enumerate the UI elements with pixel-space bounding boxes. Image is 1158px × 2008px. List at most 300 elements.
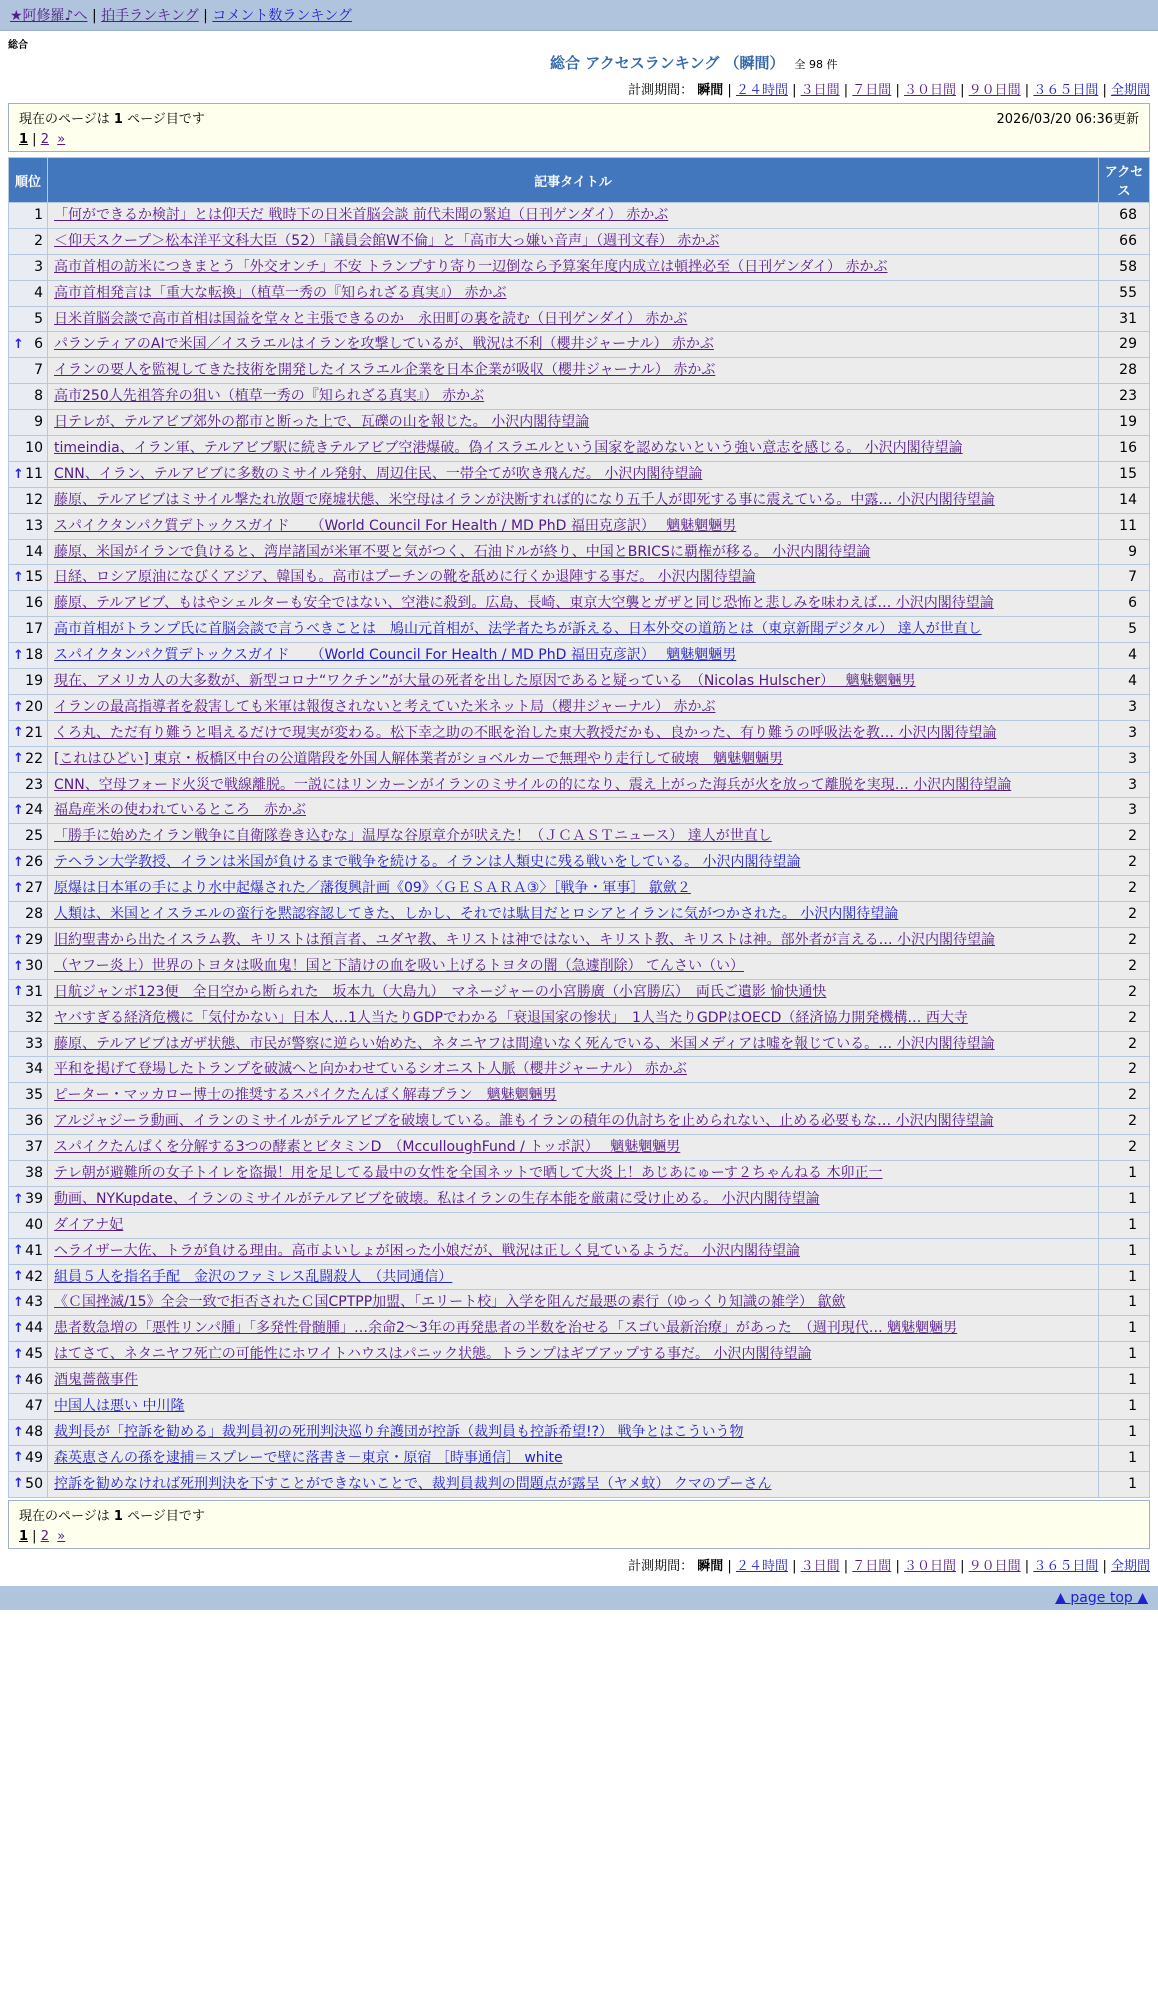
rank-number: 8 xyxy=(34,388,43,405)
access-count: 1 xyxy=(1099,1160,1150,1186)
ranking-row xyxy=(9,669,1150,695)
ranking-row xyxy=(9,280,1150,306)
access-count: 2 xyxy=(1099,979,1150,1005)
pagination-box-top xyxy=(8,103,1150,152)
article-link[interactable]: はてさて、ネタニヤフ死亡の可能性にホワイトハウスはパニック状態。トランプはギブアップする事だ。 小沢内閣待望論 xyxy=(54,1346,812,1363)
rank-up-icon: ↑ xyxy=(13,1424,24,1440)
rank-cell xyxy=(9,487,48,513)
article-link[interactable]: 高市首相発言は「重大な転換」（植草一秀の『知られざる真実』） 赤かぶ xyxy=(54,284,507,301)
rank-up-icon: ↑ xyxy=(13,1320,24,1336)
rank-number: 40 xyxy=(25,1216,43,1233)
access-count: 1 xyxy=(1099,1342,1150,1368)
article-title-cell xyxy=(48,1419,1099,1445)
access-count: 4 xyxy=(1099,643,1150,669)
rank-cell xyxy=(9,669,48,695)
access-count: 66 xyxy=(1099,228,1150,254)
access-count: 1 xyxy=(1099,1445,1150,1471)
article-link[interactable]: CNN、イラン、テルアビブに多数のミサイル発射、周辺住民、一帯全てが吹き飛んだ。 小沢内閣待望論 xyxy=(54,465,703,482)
access-count: 7 xyxy=(1099,565,1150,591)
bottom-whitespace xyxy=(0,1610,1158,1670)
rank-up-icon: ↑ xyxy=(13,699,24,715)
rank-cell xyxy=(9,591,48,617)
article-link[interactable]: 平和を掲げて登場したトランプを破滅へと向かわせているシオニスト人脈（櫻井ジャーナル） 赤かぶ xyxy=(54,1061,687,1078)
access-count: 11 xyxy=(1099,513,1150,539)
rank-up-icon: ↑ xyxy=(13,1269,24,1285)
rank-number: 20 xyxy=(25,698,43,715)
top-nav-link[interactable]: ★阿修羅♪へ xyxy=(10,8,88,24)
rank-number: 29 xyxy=(25,931,43,948)
rank-cell xyxy=(9,772,48,798)
access-count: 55 xyxy=(1099,280,1150,306)
article-title-cell xyxy=(48,850,1099,876)
access-count: 3 xyxy=(1099,694,1150,720)
rank-up-icon: ↑ xyxy=(13,1191,24,1207)
pagination-page-link[interactable]: 2 xyxy=(40,132,49,147)
article-link[interactable]: 藤原、テルアビブ、もはやシェルターも安全ではない、空港に殺到。広島、長崎、東京大空襲とガザと同じ恐怖と悲しみを味わえば… 小沢内閣待望論 xyxy=(54,595,994,612)
access-count: 1 xyxy=(1099,1471,1150,1497)
article-link[interactable]: 藤原、米国がイランで負けると、湾岸諸国が米軍不要と気がつく、石油ドルが終り、中国とBRICSに覇権が移る。 小沢内閣待望論 xyxy=(54,543,871,560)
rank-cell xyxy=(9,1316,48,1342)
ranking-row xyxy=(9,617,1150,643)
article-title-cell xyxy=(48,228,1099,254)
rank-number: 6 xyxy=(34,336,43,353)
ranking-row xyxy=(9,436,1150,462)
ranking-row xyxy=(9,228,1150,254)
rank-up-icon: ↑ xyxy=(13,1372,24,1388)
article-link[interactable]: スパイクたんぱくを分解する3つの酵素とビタミンD （McculloughFund / トッポ訳） 魑魅魍魎男 xyxy=(54,1139,681,1156)
article-title-cell xyxy=(48,1471,1099,1497)
article-link[interactable]: ダイアナ妃 xyxy=(54,1216,124,1233)
rank-number: 21 xyxy=(25,724,43,741)
article-title-cell xyxy=(48,876,1099,902)
article-title-cell xyxy=(48,461,1099,487)
rank-cell xyxy=(9,565,48,591)
rank-cell xyxy=(9,1342,48,1368)
ranking-row xyxy=(9,850,1150,876)
rank-cell xyxy=(9,927,48,953)
rank-number: 41 xyxy=(25,1242,43,1259)
ranking-row xyxy=(9,927,1150,953)
ranking-row xyxy=(9,876,1150,902)
article-title-cell xyxy=(48,772,1099,798)
rank-up-icon: ↑ xyxy=(13,984,24,1000)
rank-number: 32 xyxy=(25,1009,43,1026)
rank-cell xyxy=(9,694,48,720)
rank-cell xyxy=(9,902,48,928)
article-title-cell xyxy=(48,1316,1099,1342)
rank-up-icon: ↑ xyxy=(13,958,24,974)
rank-up-icon: ↑ xyxy=(13,647,24,663)
rank-cell xyxy=(9,850,48,876)
article-title-cell xyxy=(48,927,1099,953)
article-link[interactable]: 日経、ロシア原油になびくアジア、韓国も。高市はプーチンの靴を舐めに行くか退陣する事だ。 小沢内閣待望論 xyxy=(54,569,756,586)
article-title-cell xyxy=(48,539,1099,565)
rank-number: 11 xyxy=(25,465,43,482)
ranking-row xyxy=(9,1109,1150,1135)
period-link[interactable]: ３６５日間 xyxy=(1033,1558,1099,1574)
access-count: 28 xyxy=(1099,358,1150,384)
page-top-link[interactable]: ▲ page top ▲ xyxy=(1055,1589,1148,1606)
rank-cell xyxy=(9,358,48,384)
access-count: 1 xyxy=(1099,1212,1150,1238)
article-link[interactable]: 患者数急増の「悪性リンパ腫」「多発性骨髄腫」…余命2～3年の再発患者の半数を治せる「スゴい最新治療」があった （週刊現代… 魑魅魍魎男 xyxy=(54,1320,958,1337)
section-label: 総合 xyxy=(8,40,28,51)
article-link[interactable]: 酒鬼薔薇事件 xyxy=(54,1372,138,1389)
access-count: 9 xyxy=(1099,539,1150,565)
article-title-cell xyxy=(48,487,1099,513)
ranking-table xyxy=(8,157,1150,1498)
access-count: 1 xyxy=(1099,1264,1150,1290)
article-link[interactable]: [これはひどい] 東京・板橋区中台の公道階段を外国人解体業者がショベルカーで無理やり走行して破壊 魑魅魍魎男 xyxy=(54,750,784,767)
ranking-row xyxy=(9,1031,1150,1057)
period-link[interactable]: ９０日間 xyxy=(968,1558,1021,1574)
access-count: 1 xyxy=(1099,1238,1150,1264)
article-title-cell xyxy=(48,798,1099,824)
rank-number: 2 xyxy=(34,232,43,249)
article-title-cell xyxy=(48,902,1099,928)
article-link[interactable]: パランティアのAIで米国／イスラエルはイランを攻撃しているが、戦況は不利（櫻井ジャーナル） 赤かぶ xyxy=(54,336,714,353)
period-link[interactable]: ９０日間 xyxy=(968,83,1021,98)
article-link[interactable]: テレ朝が避難所の女子トイレを盗撮！用を足してる最中の女性を全国ネットで晒して大炎上！あじあにゅーす２ちゃんねる 木卯正一 xyxy=(54,1164,883,1181)
article-link[interactable]: イランの最高指導者を殺害しても米軍は報復されないと考えていた米ネット局（櫻井ジャーナル） 赤かぶ xyxy=(54,698,716,715)
article-link[interactable]: ピーター・マッカロー博士の推奨するスパイクたんぱく解毒プラン 魑魅魍魎男 xyxy=(54,1087,557,1104)
rank-number: 50 xyxy=(25,1475,43,1492)
period-links: | ２４時間 | ３日間 | ７日間 | ３０日間 | ９０日間 | ３６５日間 | 全期間 xyxy=(723,83,1150,98)
period-nav xyxy=(550,79,1150,98)
ranking-row xyxy=(9,487,1150,513)
article-link[interactable]: ヘライザー大佐、トラが負ける理由。高市よいしょが困った小娘だが、戦況は正しく見ているようだ。 小沢内閣待望論 xyxy=(54,1242,801,1259)
article-link[interactable]: イランの要人を監視してきた技術を開発したイスラエル企業を日本企業が吸収（櫻井ジャーナル） 赤かぶ xyxy=(54,362,716,379)
article-link[interactable]: くろ丸、ただ有り難うと唱えるだけで現実が変わる。松下幸之助の不眠を治した東大教授だかも、良かった、有り難うの呼吸法を教… 小沢内閣待望論 xyxy=(54,724,997,741)
access-count: 2 xyxy=(1099,1057,1150,1083)
access-count: 3 xyxy=(1099,772,1150,798)
ranking-row xyxy=(9,384,1150,410)
rank-cell xyxy=(9,1419,48,1445)
access-count: 1 xyxy=(1099,1186,1150,1212)
rank-cell xyxy=(9,1238,48,1264)
access-count: 2 xyxy=(1099,876,1150,902)
article-title-cell xyxy=(48,643,1099,669)
pagination-page-link[interactable]: 2 xyxy=(40,1528,49,1544)
article-title-cell xyxy=(48,1445,1099,1471)
rank-cell xyxy=(9,1393,48,1419)
rank-cell xyxy=(9,1290,48,1316)
ranking-row xyxy=(9,643,1150,669)
rank-number: 43 xyxy=(25,1294,43,1311)
rank-number: 18 xyxy=(25,647,43,664)
article-title-cell xyxy=(48,436,1099,462)
rank-cell xyxy=(9,228,48,254)
rank-number: 22 xyxy=(25,750,43,767)
rank-number: 19 xyxy=(25,673,43,690)
access-count: 16 xyxy=(1099,436,1150,462)
article-link[interactable]: 日テレが、テルアビブ郊外の都市と断った上で、瓦礫の山を報じた。 小沢内閣待望論 xyxy=(54,414,590,431)
pagination-current-page: 1 xyxy=(19,1528,29,1544)
article-link[interactable]: （ヤフー炎上）世界のトヨタは吸血鬼！国と下請けの血を吸い上げるトヨタの闇（急遽削除） てんさい（い） xyxy=(54,957,745,974)
ranking-row xyxy=(9,1316,1150,1342)
access-count: 29 xyxy=(1099,332,1150,358)
column-header-rank: 順位 xyxy=(9,158,48,203)
rank-number: 45 xyxy=(25,1346,43,1363)
access-count: 1 xyxy=(1099,1316,1150,1342)
table-header-row xyxy=(9,158,1150,203)
top-nav-links: ★阿修羅♪へ | 拍手ランキング | コメント数ランキング xyxy=(10,8,352,24)
period-link[interactable]: ３０日間 xyxy=(903,83,956,98)
article-link[interactable]: CNN、空母フォード火災で戦線離脱。一説にはリンカーンがイランのミサイルの的になり、震え上がった海兵が火を放って離脱を実現… 小沢内閣待望論 xyxy=(54,776,1012,793)
article-link[interactable]: 控訴を勧めなければ死刑判決を下すことができないことで、裁判員裁判の問題点が露呈（ヤメ蚊） クマのプーさん xyxy=(54,1475,772,1492)
access-count: 14 xyxy=(1099,487,1150,513)
article-link[interactable]: 日航ジャンボ123便 全日空から断られた 坂本九（大島九） マネージャーの小宮勝廣（小宮勝広） 両氏ご遺影 愉快通快 xyxy=(54,983,827,1000)
article-title-cell xyxy=(48,410,1099,436)
article-link[interactable]: 動画、NYKupdate、イランのミサイルがテルアビブを破壊。私はイランの生存本能を厳粛に受け止める。 小沢内閣待望論 xyxy=(54,1190,820,1207)
article-link[interactable]: 高市250人先祖答弁の狙い（植草一秀の『知られざる真実』） 赤かぶ xyxy=(54,388,485,405)
rank-cell xyxy=(9,1005,48,1031)
article-title-cell xyxy=(48,979,1099,1005)
top-nav-bar xyxy=(0,0,1158,31)
access-count: 68 xyxy=(1099,203,1150,229)
article-title-cell xyxy=(48,824,1099,850)
article-link[interactable]: 《Ｃ国挫滅/15》全会一致で拒否されたＣ国CPTPP加盟、「エリート校」入学を阻んだ最悪の素行（ゆっくり知識の雑学） 歙歛 xyxy=(54,1294,846,1311)
access-count: 2 xyxy=(1099,1083,1150,1109)
rank-number: 9 xyxy=(34,414,43,431)
article-title-cell xyxy=(48,720,1099,746)
article-title-cell xyxy=(48,280,1099,306)
access-count: 1 xyxy=(1099,1393,1150,1419)
top-nav-link[interactable]: コメント数ランキング xyxy=(212,8,352,24)
rank-cell xyxy=(9,617,48,643)
article-link[interactable]: スパイクタンパク質デトックスガイド （World Council For Health / MD PhD 福田克彦訳） 魑魅魍魎男 xyxy=(54,517,737,534)
article-link[interactable]: 日米首脳会談で高市首相は国益を堂々と主張できるのか 永田町の裏を読む（日刊ゲンダイ） 赤かぶ xyxy=(54,310,688,327)
access-count: 3 xyxy=(1099,720,1150,746)
ranking-row xyxy=(9,591,1150,617)
rank-cell xyxy=(9,746,48,772)
ranking-row xyxy=(9,410,1150,436)
article-link[interactable]: 藤原、テルアビブはガザ状態、市民が警察に逆らい始めた、ネタニヤフは間違いなく死んでいる、米国メディアは嘘を報じている。… 小沢内閣待望論 xyxy=(54,1035,995,1052)
rank-number: 5 xyxy=(34,310,43,327)
article-title-cell xyxy=(48,358,1099,384)
article-title-cell xyxy=(48,1083,1099,1109)
ranking-row xyxy=(9,902,1150,928)
article-link[interactable]: 「何ができるか検討」とは仰天だ 戦時下の日米首脳会談 前代未聞の緊迫（日刊ゲンダイ） 赤かぶ xyxy=(54,207,669,223)
rank-cell xyxy=(9,720,48,746)
ranking-row xyxy=(9,1419,1150,1445)
rank-number: 36 xyxy=(25,1113,43,1130)
rank-cell xyxy=(9,280,48,306)
access-count: 2 xyxy=(1099,1031,1150,1057)
article-link[interactable]: スパイクタンパク質デトックスガイド （World Council For Health / MD PhD 福田克彦訳） 魑魅魍魎男 xyxy=(54,647,737,664)
rank-cell xyxy=(9,643,48,669)
article-title-cell xyxy=(48,1186,1099,1212)
rank-number: 33 xyxy=(25,1035,43,1052)
article-link[interactable]: 組員５人を指名手配 金沢のファミレス乱闘殺人 （共同通信） xyxy=(54,1268,453,1285)
rank-cell xyxy=(9,384,48,410)
article-link[interactable]: 旧約聖書から出たイスラム教、キリストは預言者、ユダヤ教、キリストは神ではない、キリスト教、キリストは神。部外者が言える… 小沢内閣待望論 xyxy=(54,931,996,948)
ranking-row xyxy=(9,565,1150,591)
pagination-pager: 1 | 2 » xyxy=(19,1528,66,1544)
article-title-cell xyxy=(48,669,1099,695)
article-title-cell xyxy=(48,1212,1099,1238)
period-link[interactable]: 全期間 xyxy=(1110,1558,1150,1574)
ranking-row xyxy=(9,979,1150,1005)
rank-up-icon: ↑ xyxy=(13,466,24,482)
rank-cell xyxy=(9,1083,48,1109)
period-link[interactable]: ７日間 xyxy=(852,83,892,98)
access-count: 2 xyxy=(1099,927,1150,953)
article-link[interactable]: 森英恵さんの孫を逮捕＝スプレーで壁に落書き－東京・原宿 ［時事通信］ white xyxy=(54,1449,563,1466)
ranking-row xyxy=(9,798,1150,824)
ranking-row xyxy=(9,1005,1150,1031)
article-link[interactable]: 原爆は日本軍の手により水中起爆された／藩復興計画《09》〈ＧＥＳＡＲＡ③〉［戦争・軍事］ 歙歛２ xyxy=(54,880,691,897)
rank-number: 25 xyxy=(25,828,43,845)
column-header-title: 記事タイトル xyxy=(48,158,1099,203)
article-title-cell xyxy=(48,953,1099,979)
rank-up-icon: ↑ xyxy=(13,1450,24,1466)
ranking-row xyxy=(9,358,1150,384)
rank-cell xyxy=(9,332,48,358)
rank-cell xyxy=(9,203,48,229)
ranking-row xyxy=(9,539,1150,565)
access-count: 1 xyxy=(1099,1290,1150,1316)
current-page-text: 現在のページは 1 ページ目です xyxy=(19,112,205,127)
ranking-row xyxy=(9,1471,1150,1497)
period-link[interactable]: ３日間 xyxy=(800,83,840,98)
article-title-cell xyxy=(48,384,1099,410)
column-header-access: アクセス xyxy=(1099,158,1150,203)
rank-cell xyxy=(9,1264,48,1290)
period-current: 瞬間 xyxy=(697,1558,724,1574)
top-nav-link[interactable]: 拍手ランキング xyxy=(101,8,199,24)
article-link[interactable]: 人類は、米国とイスラエルの蛮行を黙認容認してきた、しかし、それでは駄目だとロシアとイランに気がつかされた。 小沢内閣待望論 xyxy=(54,906,899,923)
rank-cell xyxy=(9,539,48,565)
ranking-row xyxy=(9,824,1150,850)
period-link[interactable]: ３日間 xyxy=(800,1558,840,1574)
article-link[interactable]: 高市首相の訪米につきまとう「外交オンチ」不安 トランプすり寄り一辺倒なら予算案年度内成立は頓挫必至（日刊ゲンダイ） 赤かぶ xyxy=(54,258,888,275)
rank-number: 30 xyxy=(25,957,43,974)
ranking-row xyxy=(9,1368,1150,1394)
rank-number: 17 xyxy=(25,621,43,638)
rank-number: 7 xyxy=(34,362,43,379)
rank-up-icon: ↑ xyxy=(13,751,24,767)
rank-up-icon: ↑ xyxy=(13,725,24,741)
article-title-cell xyxy=(48,1290,1099,1316)
ranking-row xyxy=(9,306,1150,332)
article-title-cell xyxy=(48,1160,1099,1186)
period-current: 瞬間 xyxy=(697,83,724,98)
rank-number: 3 xyxy=(34,258,43,275)
pagination-next-link[interactable]: » xyxy=(57,1528,66,1544)
rank-number: 12 xyxy=(25,491,43,508)
article-title-cell xyxy=(48,617,1099,643)
period-link[interactable]: 全期間 xyxy=(1110,83,1150,98)
article-title-cell xyxy=(48,203,1099,229)
access-count: 3 xyxy=(1099,798,1150,824)
rank-cell xyxy=(9,1186,48,1212)
rank-number: 16 xyxy=(25,595,43,612)
rank-number: 15 xyxy=(25,569,43,586)
article-link[interactable]: timeindia、イラン軍、テルアビブ駅に続きテルアビブ空港爆破。偽イスラエルという国家を認めないという強い意志を感じる。 小沢内閣待望論 xyxy=(54,440,963,457)
ranking-row xyxy=(9,1342,1150,1368)
access-count: 2 xyxy=(1099,824,1150,850)
rank-cell xyxy=(9,410,48,436)
rank-number: 47 xyxy=(25,1397,43,1414)
rank-number: 4 xyxy=(34,284,43,301)
access-count: 15 xyxy=(1099,461,1150,487)
access-count: 31 xyxy=(1099,306,1150,332)
page-title-line xyxy=(550,52,1150,73)
article-title-cell xyxy=(48,591,1099,617)
period-link[interactable]: ２４時間 xyxy=(735,83,788,98)
access-count: 6 xyxy=(1099,591,1150,617)
article-title-cell xyxy=(48,1135,1099,1161)
page-top-bar xyxy=(0,1586,1158,1610)
period-label: 計測期間： xyxy=(628,83,694,98)
article-link[interactable]: アルジャジーラ動画、イランのミサイルがテルアビブを破壊している。誰もイランの積年の仇討ちを止められない、止める必要もな… 小沢内閣待望論 xyxy=(54,1113,994,1130)
article-link[interactable]: テヘラン大学教授、イランは米国が負けるまで戦争を続ける。イランは人類史に残る戦いをしている。 小沢内閣待望論 xyxy=(54,854,801,871)
ranking-row xyxy=(9,1290,1150,1316)
period-link[interactable]: ２４時間 xyxy=(735,1558,788,1574)
rank-up-icon: ↑ xyxy=(13,570,24,586)
access-count: 19 xyxy=(1099,410,1150,436)
article-link[interactable]: 裁判長が「控訴を勧める」裁判員初の死刑判決巡り弁護団が控訴（裁判員も控訴希望!?） 戦争とはこういう物 xyxy=(54,1423,744,1440)
article-title-cell xyxy=(48,513,1099,539)
rank-cell xyxy=(9,436,48,462)
pagination-current-page: 1 xyxy=(19,132,29,147)
access-count: 23 xyxy=(1099,384,1150,410)
rank-number: 42 xyxy=(25,1268,43,1285)
rank-number: 31 xyxy=(25,983,43,1000)
ranking-row xyxy=(9,1238,1150,1264)
rank-number: 35 xyxy=(25,1087,43,1104)
current-page-text: 現在のページは 1 ページ目です xyxy=(19,1508,205,1524)
article-title-cell xyxy=(48,1238,1099,1264)
access-count: 3 xyxy=(1099,746,1150,772)
period-link[interactable]: ３６５日間 xyxy=(1033,83,1099,98)
article-link[interactable]: 現在、アメリカ人の大多数が、新型コロナ“ワクチン”が大量の死者を出した原因であると疑っている （Nicolas Hulscher） 魑魅魍魎男 xyxy=(54,673,916,690)
article-title-cell xyxy=(48,306,1099,332)
rank-cell xyxy=(9,876,48,902)
article-title-cell xyxy=(48,1057,1099,1083)
article-title-cell xyxy=(48,1368,1099,1394)
pagination-box-bottom xyxy=(8,1500,1150,1549)
article-link[interactable]: 福島産米の使われているところ 赤かぶ xyxy=(54,802,306,819)
article-link[interactable]: ヤバすぎる経済危機に「気付かない」日本人…1人当たりGDPでわかる「衰退国家の惨状」 1人当たりGDPはOECD（経済協力開発機構… 西大寺 xyxy=(54,1009,968,1026)
article-link[interactable]: 中国人は悪い 中川隆 xyxy=(54,1397,185,1414)
rank-number: 38 xyxy=(25,1164,43,1181)
article-link[interactable]: 高市首相がトランプ氏に首脳会談で言うべきことは 鳩山元首相が、法学者たちが訴える、日本外交の道筋とは（東京新聞デジタル） 達人が世直し xyxy=(54,621,982,638)
total-count: 全 98 件 xyxy=(794,58,838,71)
ranking-row xyxy=(9,1057,1150,1083)
access-count: 1 xyxy=(1099,1368,1150,1394)
rank-number: 34 xyxy=(25,1061,43,1078)
rank-number: 37 xyxy=(25,1139,43,1156)
rank-number: 49 xyxy=(25,1449,43,1466)
ranking-row xyxy=(9,1160,1150,1186)
access-count: 2 xyxy=(1099,953,1150,979)
period-link[interactable]: ３０日間 xyxy=(903,1558,956,1574)
rank-cell xyxy=(9,1135,48,1161)
article-link[interactable]: 藤原、テルアビブはミサイル撃たれ放題で廃墟状態、米空母はイランが決断すれば的になり五千人が即死する事に震えている。中露… 小沢内閣待望論 xyxy=(54,491,995,508)
rank-number: 14 xyxy=(25,543,43,560)
article-title-cell xyxy=(48,746,1099,772)
period-link[interactable]: ７日間 xyxy=(852,1558,892,1574)
access-count: 2 xyxy=(1099,902,1150,928)
article-link[interactable]: 「勝手に始めたイラン戦争に自衛隊巻き込むな」温厚な谷原章介が吠えた！（ＪＣＡＳＴニュース） 達人が世直し xyxy=(54,828,772,845)
ranking-row xyxy=(9,1186,1150,1212)
pagination-next-link[interactable]: » xyxy=(57,132,66,147)
rank-up-icon: ↑ xyxy=(13,1243,24,1259)
access-count: 2 xyxy=(1099,1109,1150,1135)
article-link[interactable]: ＜仰天スクープ＞松本洋平文科大臣（52）「議員会館W不倫」と「高市大っ嫌い音声」（週刊文春） 赤かぶ xyxy=(54,232,720,249)
